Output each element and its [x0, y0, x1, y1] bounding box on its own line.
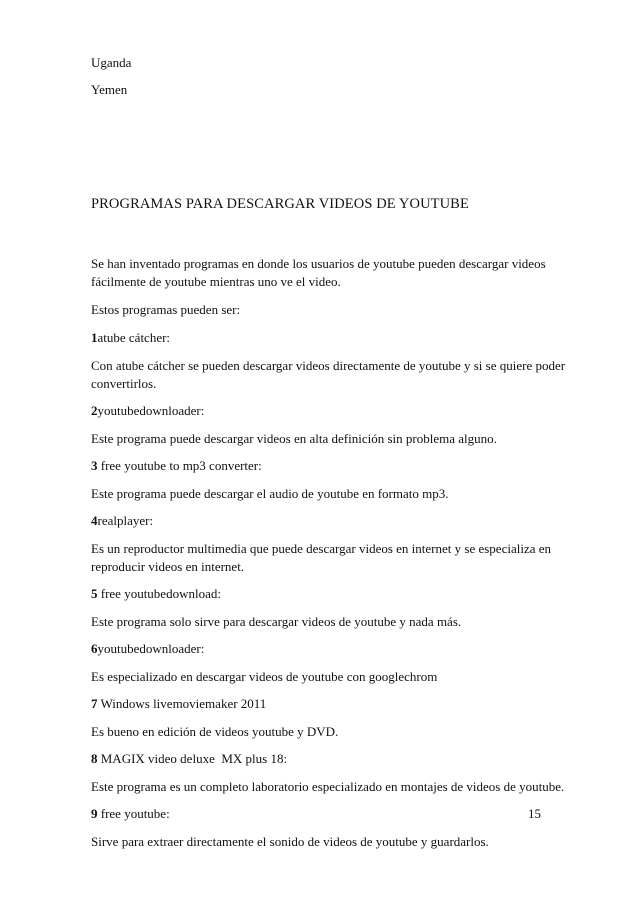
program-desc-8: Este programa es un completo laboratorio especializado en montajes de videos de youtube.	[91, 779, 565, 794]
program-name: Windows livemoviemaker 2011	[97, 696, 267, 711]
program-title-9	[91, 806, 170, 822]
program-number: 9	[91, 806, 98, 821]
program-desc-5: Este programa solo sirve para descargar videos de youtube y nada más.	[91, 614, 462, 629]
program-desc-4a: Es un reproductor multimedia que puede descargar videos en internet y se especializa en	[91, 541, 552, 556]
intro-line-1: Se han inventado programas en donde los usuarios de youtube pueden descargar videos	[91, 256, 546, 271]
program-name: youtubedownloader:	[97, 641, 205, 656]
program-title-2	[91, 403, 204, 419]
program-name: atube cátcher:	[97, 330, 171, 345]
program-title-5	[91, 586, 221, 602]
program-title-3	[91, 458, 262, 474]
program-number: 1	[91, 330, 98, 345]
program-desc-1a: Con atube cátcher se pueden descargar videos directamente de youtube y si se quiere poder	[91, 358, 566, 373]
program-name: realplayer:	[97, 513, 154, 528]
program-title-4	[91, 513, 153, 529]
program-title-6	[91, 641, 204, 657]
country-uganda: Uganda	[91, 55, 132, 70]
program-number: 7	[91, 696, 98, 711]
program-number: 3	[91, 458, 98, 473]
program-desc-9: Sirve para extraer directamente el sonido de videos de youtube y guardarlos.	[91, 834, 489, 849]
program-desc-4b: reproducir videos en internet.	[91, 559, 245, 574]
section-heading: PROGRAMAS PARA DESCARGAR VIDEOS DE YOUTUBE	[91, 196, 469, 212]
program-title-7	[91, 696, 266, 712]
program-desc-2: Este programa puede descargar videos en alta definición sin problema alguno.	[91, 431, 497, 446]
programs-lead: Estos programas pueden ser:	[91, 302, 241, 317]
program-name: youtubedownloader:	[97, 403, 205, 418]
program-name: MAGIX video deluxe MX plus 18:	[97, 751, 288, 766]
program-desc-7: Es bueno en edición de videos youtube y DVD.	[91, 724, 339, 739]
program-name: free youtube to mp3 converter:	[97, 458, 262, 473]
intro-line-2: fácilmente de youtube mientras uno ve el video.	[91, 274, 341, 289]
program-number: 8	[91, 751, 98, 766]
page-number: 15	[528, 806, 541, 821]
program-desc-6: Es especializado en descargar videos de youtube con googlechrom	[91, 669, 438, 684]
country-yemen: Yemen	[91, 82, 128, 97]
program-number: 2	[91, 403, 98, 418]
program-title-1	[91, 330, 170, 346]
program-desc-1b: convertirlos.	[91, 376, 157, 391]
program-desc-3: Este programa puede descargar el audio de youtube en formato mp3.	[91, 486, 449, 501]
program-number: 6	[91, 641, 98, 656]
program-number: 4	[91, 513, 98, 528]
program-title-8	[91, 751, 287, 767]
program-name: free youtubedownload:	[97, 586, 221, 601]
program-name: free youtube:	[97, 806, 170, 821]
program-number: 5	[91, 586, 98, 601]
